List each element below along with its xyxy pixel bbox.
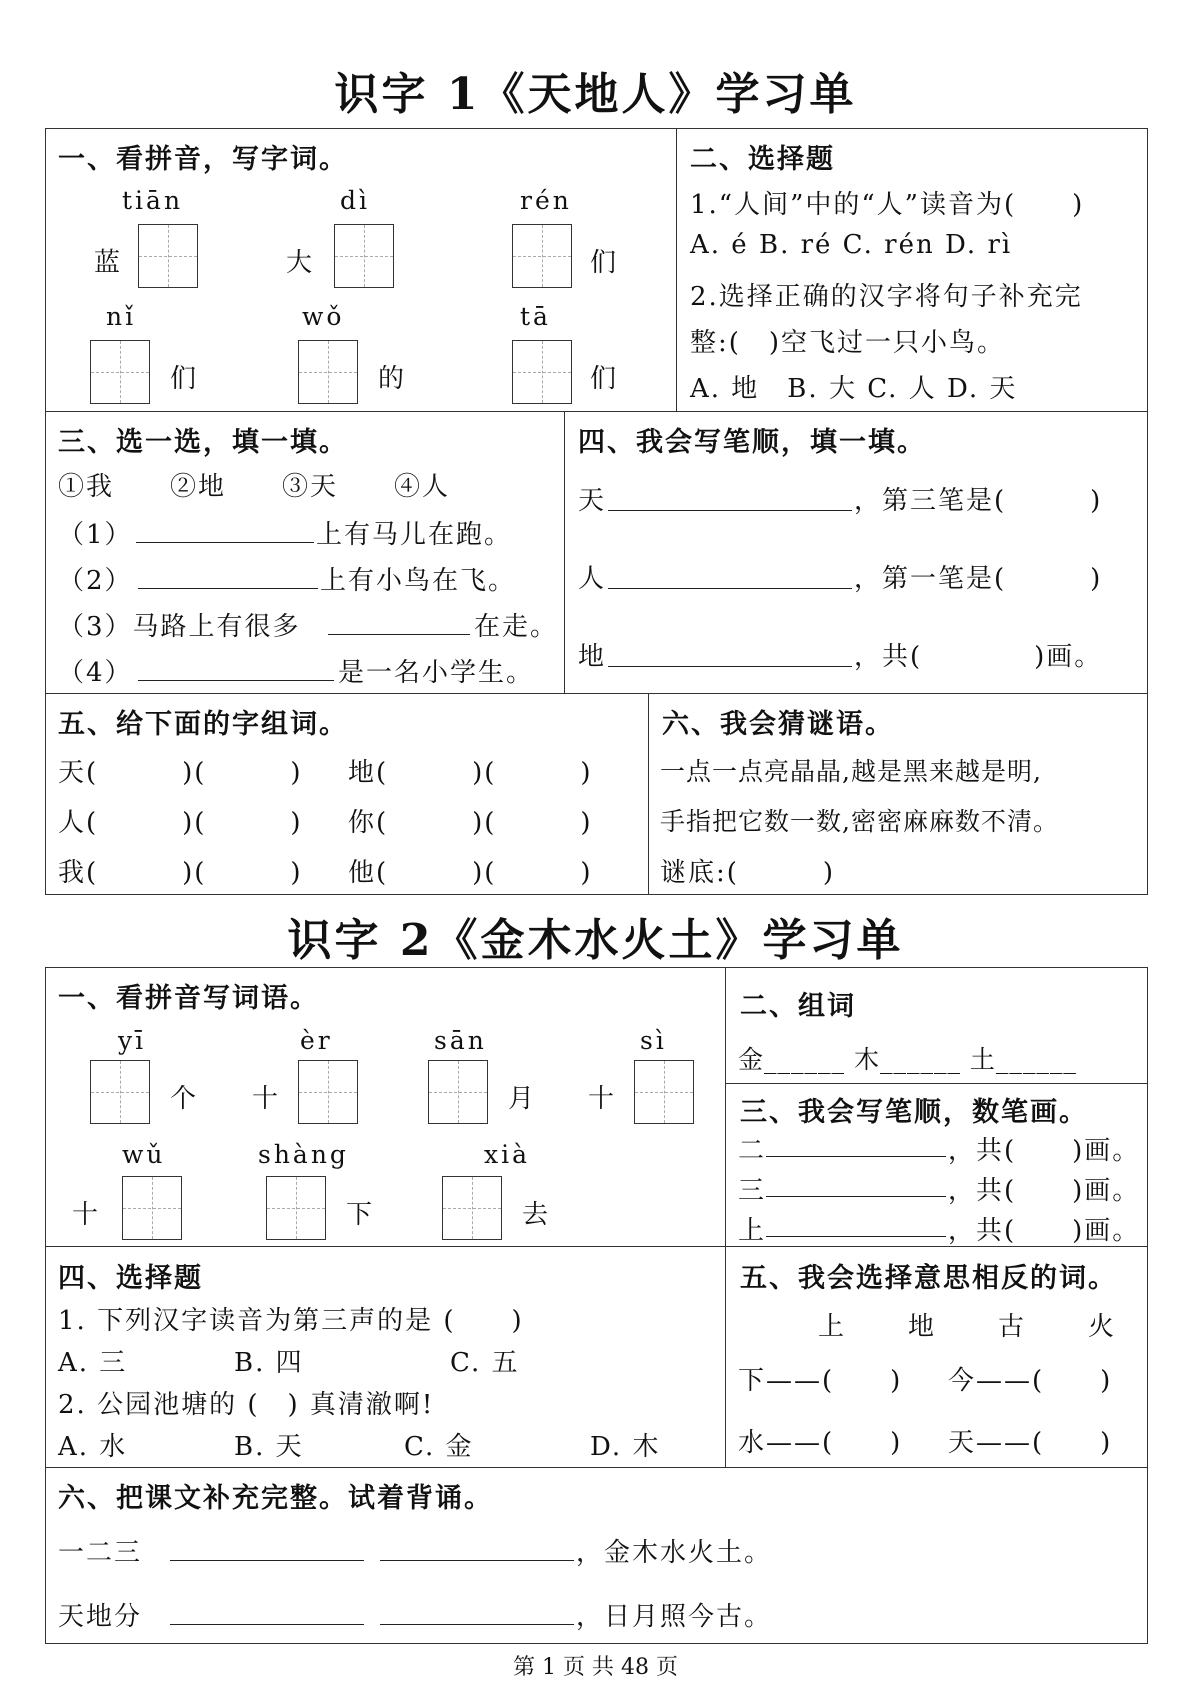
riddle-line: 一点一点亮晶晶,越是黑来越是明, (660, 757, 1042, 786)
fill-blank[interactable] (170, 1624, 364, 1625)
fill-blank[interactable] (608, 588, 852, 589)
pinyin: sì (640, 1026, 667, 1055)
s2-heading: 二、组词 (740, 991, 856, 1022)
s3-suffix: ，共( )画。 (948, 1216, 1141, 1246)
s5-words: 上 地 古 火 (818, 1312, 1119, 1342)
option[interactable]: C. 金 (404, 1432, 474, 1462)
s6-line-end: ，金木水火土。 (576, 1538, 773, 1568)
s3-suffix: ，共( )画。 (948, 1176, 1141, 1206)
writing-cell[interactable] (90, 340, 150, 404)
pinyin: rén (520, 186, 572, 215)
writing-cell[interactable] (634, 1060, 694, 1124)
s2-q2-line2: 整:( )空飞过一只小鸟。 (690, 328, 1006, 358)
s5-heading: 五、给下面的字组词。 (58, 709, 348, 740)
s3-item-prefix: （1） (58, 520, 133, 550)
fill-blank[interactable] (138, 588, 318, 589)
s6-line-end: ，日月照今古。 (576, 1602, 773, 1632)
writing-cell[interactable] (428, 1060, 488, 1124)
s5-word-blank[interactable]: 人( )( ) (58, 808, 303, 838)
pinyin: yī (118, 1026, 147, 1055)
word-char: 的 (378, 364, 407, 394)
pinyin: wǔ (122, 1140, 166, 1169)
fill-blank[interactable] (136, 542, 314, 543)
writing-cell[interactable] (512, 224, 572, 288)
word-char: 十 (252, 1084, 281, 1114)
s6-heading: 六、把课文补充完整。试着背诵。 (58, 1483, 493, 1514)
fill-blank[interactable] (380, 1560, 574, 1561)
writing-cell[interactable] (138, 224, 198, 288)
s4-q1: 1. 下列汉字读音为第三声的是 ( ) (58, 1306, 524, 1336)
s4-suffix: ，第一笔是( ) (854, 564, 1103, 594)
fill-blank[interactable] (380, 1624, 574, 1625)
s4-suffix: ，共( )画。 (854, 642, 1103, 672)
s3-char: 上 (738, 1216, 767, 1246)
s3-item-prefix: （2） (58, 566, 133, 596)
antonym-blank[interactable]: 今——( ) (948, 1366, 1113, 1396)
s4-q2: 2. 公园池塘的 ( ) 真清澈啊! (58, 1390, 435, 1420)
fill-blank[interactable] (608, 666, 852, 667)
fill-blank[interactable] (766, 1196, 946, 1197)
page-footer: 第 1 页 共 48 页 (513, 1655, 678, 1680)
s4-suffix: ，第三笔是( ) (854, 486, 1103, 516)
s2-q2-line1: 2.选择正确的汉字将句子补充完 (690, 282, 1083, 312)
s1-heading: 一、看拼音写词语。 (58, 983, 319, 1014)
antonym-blank[interactable]: 水——( ) (738, 1428, 903, 1458)
sheet2-title: 识字 2《金木水火土》学习单 (287, 915, 904, 966)
option[interactable]: B. 四 (234, 1348, 304, 1378)
word-char: 个 (170, 1084, 199, 1114)
pinyin: èr (300, 1026, 333, 1055)
pinyin: sān (434, 1026, 487, 1055)
pinyin: tiān (122, 186, 184, 215)
writing-cell[interactable] (266, 1176, 326, 1240)
s3-item-prefix: （4） (58, 658, 133, 688)
pinyin: nǐ (106, 302, 137, 331)
s4-heading: 四、我会写笔顺，填一填。 (578, 427, 926, 458)
s2-group-words[interactable]: 金______ 木______ 土______ (738, 1045, 1077, 1074)
antonym-blank[interactable]: 天——( ) (948, 1428, 1113, 1458)
s2-q1: 1.“人间”中的“人”读音为( ) (690, 190, 1085, 220)
pinyin: xià (484, 1140, 530, 1169)
word-char: 蓝 (94, 248, 123, 278)
s2-heading: 二、选择题 (690, 144, 835, 175)
s3-heading: 三、我会写笔顺，数笔画。 (740, 1097, 1088, 1128)
s2-q1-options: A. é B. ré C. rén D. rì (690, 230, 1013, 260)
writing-cell[interactable] (90, 1060, 150, 1124)
writing-cell[interactable] (512, 340, 572, 404)
word-char: 去 (522, 1200, 551, 1230)
writing-cell[interactable] (442, 1176, 502, 1240)
option[interactable]: A. 水 (58, 1432, 128, 1462)
s3-item-suffix: 是一名小学生。 (338, 658, 535, 688)
word-char: 们 (590, 364, 619, 394)
word-char: 十 (588, 1084, 617, 1114)
s5-word-blank[interactable]: 地( )( ) (348, 758, 593, 788)
pinyin: tā (520, 302, 551, 331)
riddle-answer[interactable]: 谜底:( ) (660, 858, 836, 888)
riddle-line: 手指把它数一数,密密麻麻数不清。 (660, 807, 1059, 836)
s4-char: 人 (578, 564, 607, 594)
word-char: 下 (346, 1200, 375, 1230)
word-char: 大 (286, 248, 315, 278)
s4-char: 天 (578, 486, 607, 516)
pinyin: shàng (258, 1140, 349, 1169)
s6-line-start: 天地分 (58, 1602, 143, 1632)
s5-word-blank[interactable]: 他( )( ) (348, 858, 593, 888)
s6-heading: 六、我会猜谜语。 (662, 709, 894, 740)
s2-q2-options: A. 地 B. 大 C. 人 D. 天 (690, 374, 1018, 404)
s1-heading: 一、看拼音，写字词。 (58, 144, 348, 175)
writing-cell[interactable] (334, 224, 394, 288)
s3-item-prefix: （3）马路上有很多 (58, 612, 301, 642)
fill-blank[interactable] (328, 634, 470, 635)
s3-choices: ①我 ②地 ③天 ④人 (58, 472, 451, 502)
s4-char: 地 (578, 642, 607, 672)
fill-blank[interactable] (170, 1560, 364, 1561)
s4-heading: 四、选择题 (58, 1263, 203, 1294)
fill-blank[interactable] (608, 510, 852, 511)
word-char: 们 (170, 364, 199, 394)
word-char: 们 (590, 248, 619, 278)
fill-blank[interactable] (766, 1156, 946, 1157)
s5-word-blank[interactable]: 我( )( ) (58, 858, 303, 888)
option[interactable]: D. 木 (590, 1432, 661, 1462)
fill-blank[interactable] (766, 1236, 946, 1237)
writing-cell[interactable] (122, 1176, 182, 1240)
word-char: 十 (72, 1200, 101, 1230)
s5-word-blank[interactable]: 你( )( ) (348, 808, 593, 838)
pinyin: wǒ (302, 302, 345, 331)
word-char: 月 (508, 1084, 537, 1114)
s3-char: 三 (738, 1176, 767, 1206)
writing-cell[interactable] (298, 1060, 358, 1124)
s3-item-suffix: 上有小鸟在飞。 (320, 566, 517, 596)
s5-heading: 五、我会选择意思相反的词。 (740, 1263, 1117, 1294)
option[interactable]: B. 天 (234, 1432, 304, 1462)
s6-line-start: 一二三 (58, 1538, 143, 1568)
writing-cell[interactable] (298, 340, 358, 404)
s3-item-suffix: 在走。 (474, 612, 559, 642)
s3-heading: 三、选一选，填一填。 (58, 427, 348, 458)
option[interactable]: A. 三 (58, 1348, 128, 1378)
s3-char: 二 (738, 1136, 767, 1166)
sheet1-title: 识字 1《天地人》学习单 (334, 69, 857, 120)
s3-suffix: ，共( )画。 (948, 1136, 1141, 1166)
pinyin: dì (340, 186, 370, 215)
antonym-blank[interactable]: 下——( ) (738, 1366, 903, 1396)
option[interactable]: C. 五 (450, 1348, 520, 1378)
fill-blank[interactable] (138, 680, 334, 681)
s5-word-blank[interactable]: 天( )( ) (58, 758, 303, 788)
s3-item-suffix: 上有马儿在跑。 (316, 520, 513, 550)
